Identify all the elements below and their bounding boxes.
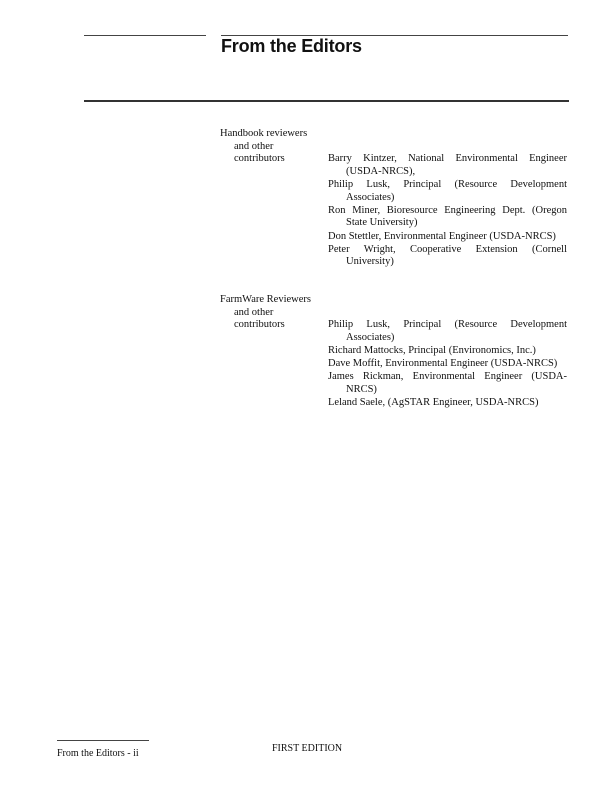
contributor-entry: Philip Lusk, Principal (Resource Development Associates)	[328, 319, 567, 343]
contributor-list	[328, 153, 567, 269]
section-label-line: contributors	[234, 319, 285, 331]
contributor-entry: Ron Miner, Bioresource Engineering Dept. (Oregon State University)	[328, 204, 567, 229]
section-label-line: and other	[234, 306, 274, 318]
contributor-entry: Peter Wright, Cooperative Extension (Cornell University)	[328, 243, 567, 268]
section-label-line: contributors	[234, 153, 285, 165]
section-label	[220, 128, 328, 166]
contributor-entry: Barry Kintzer, National Environmental Engineer (USDA-NRCS),	[328, 153, 567, 177]
header-rule-left	[84, 35, 206, 36]
contributor-entry: Philip Lusk, Principal (Resource Development Associates)	[328, 178, 567, 203]
section-label-line: FarmWare Reviewers	[220, 294, 311, 305]
contributor-entry: Richard Mattocks, Principal (Environomics, Inc.)	[328, 344, 536, 356]
section-label	[220, 294, 328, 332]
section-label-line: Handbook reviewers	[220, 128, 308, 139]
contributor-entry: James Rickman, Environmental Engineer (USDA-NRCS)	[328, 371, 567, 395]
handbook-reviewers-section	[220, 128, 568, 268]
section-label-line: and other	[234, 140, 274, 152]
footer-edition: FIRST EDITION	[272, 743, 343, 754]
contributor-entry: Don Stettler, Environmental Engineer (USDA-NRCS)	[328, 230, 556, 242]
contributor-list	[328, 319, 567, 410]
footer-rule	[57, 740, 149, 741]
page-title: From the Editors	[221, 36, 362, 56]
contributor-entry: Dave Moffit, Environmental Engineer (USDA-NRCS)	[328, 358, 558, 370]
farmware-reviewers-section	[220, 294, 568, 409]
contributor-entry: Leland Saele, (AgSTAR Engineer, USDA-NRCS)	[328, 397, 539, 409]
footer-page-label: From the Editors - ii	[57, 748, 139, 759]
header-divider	[84, 100, 569, 102]
